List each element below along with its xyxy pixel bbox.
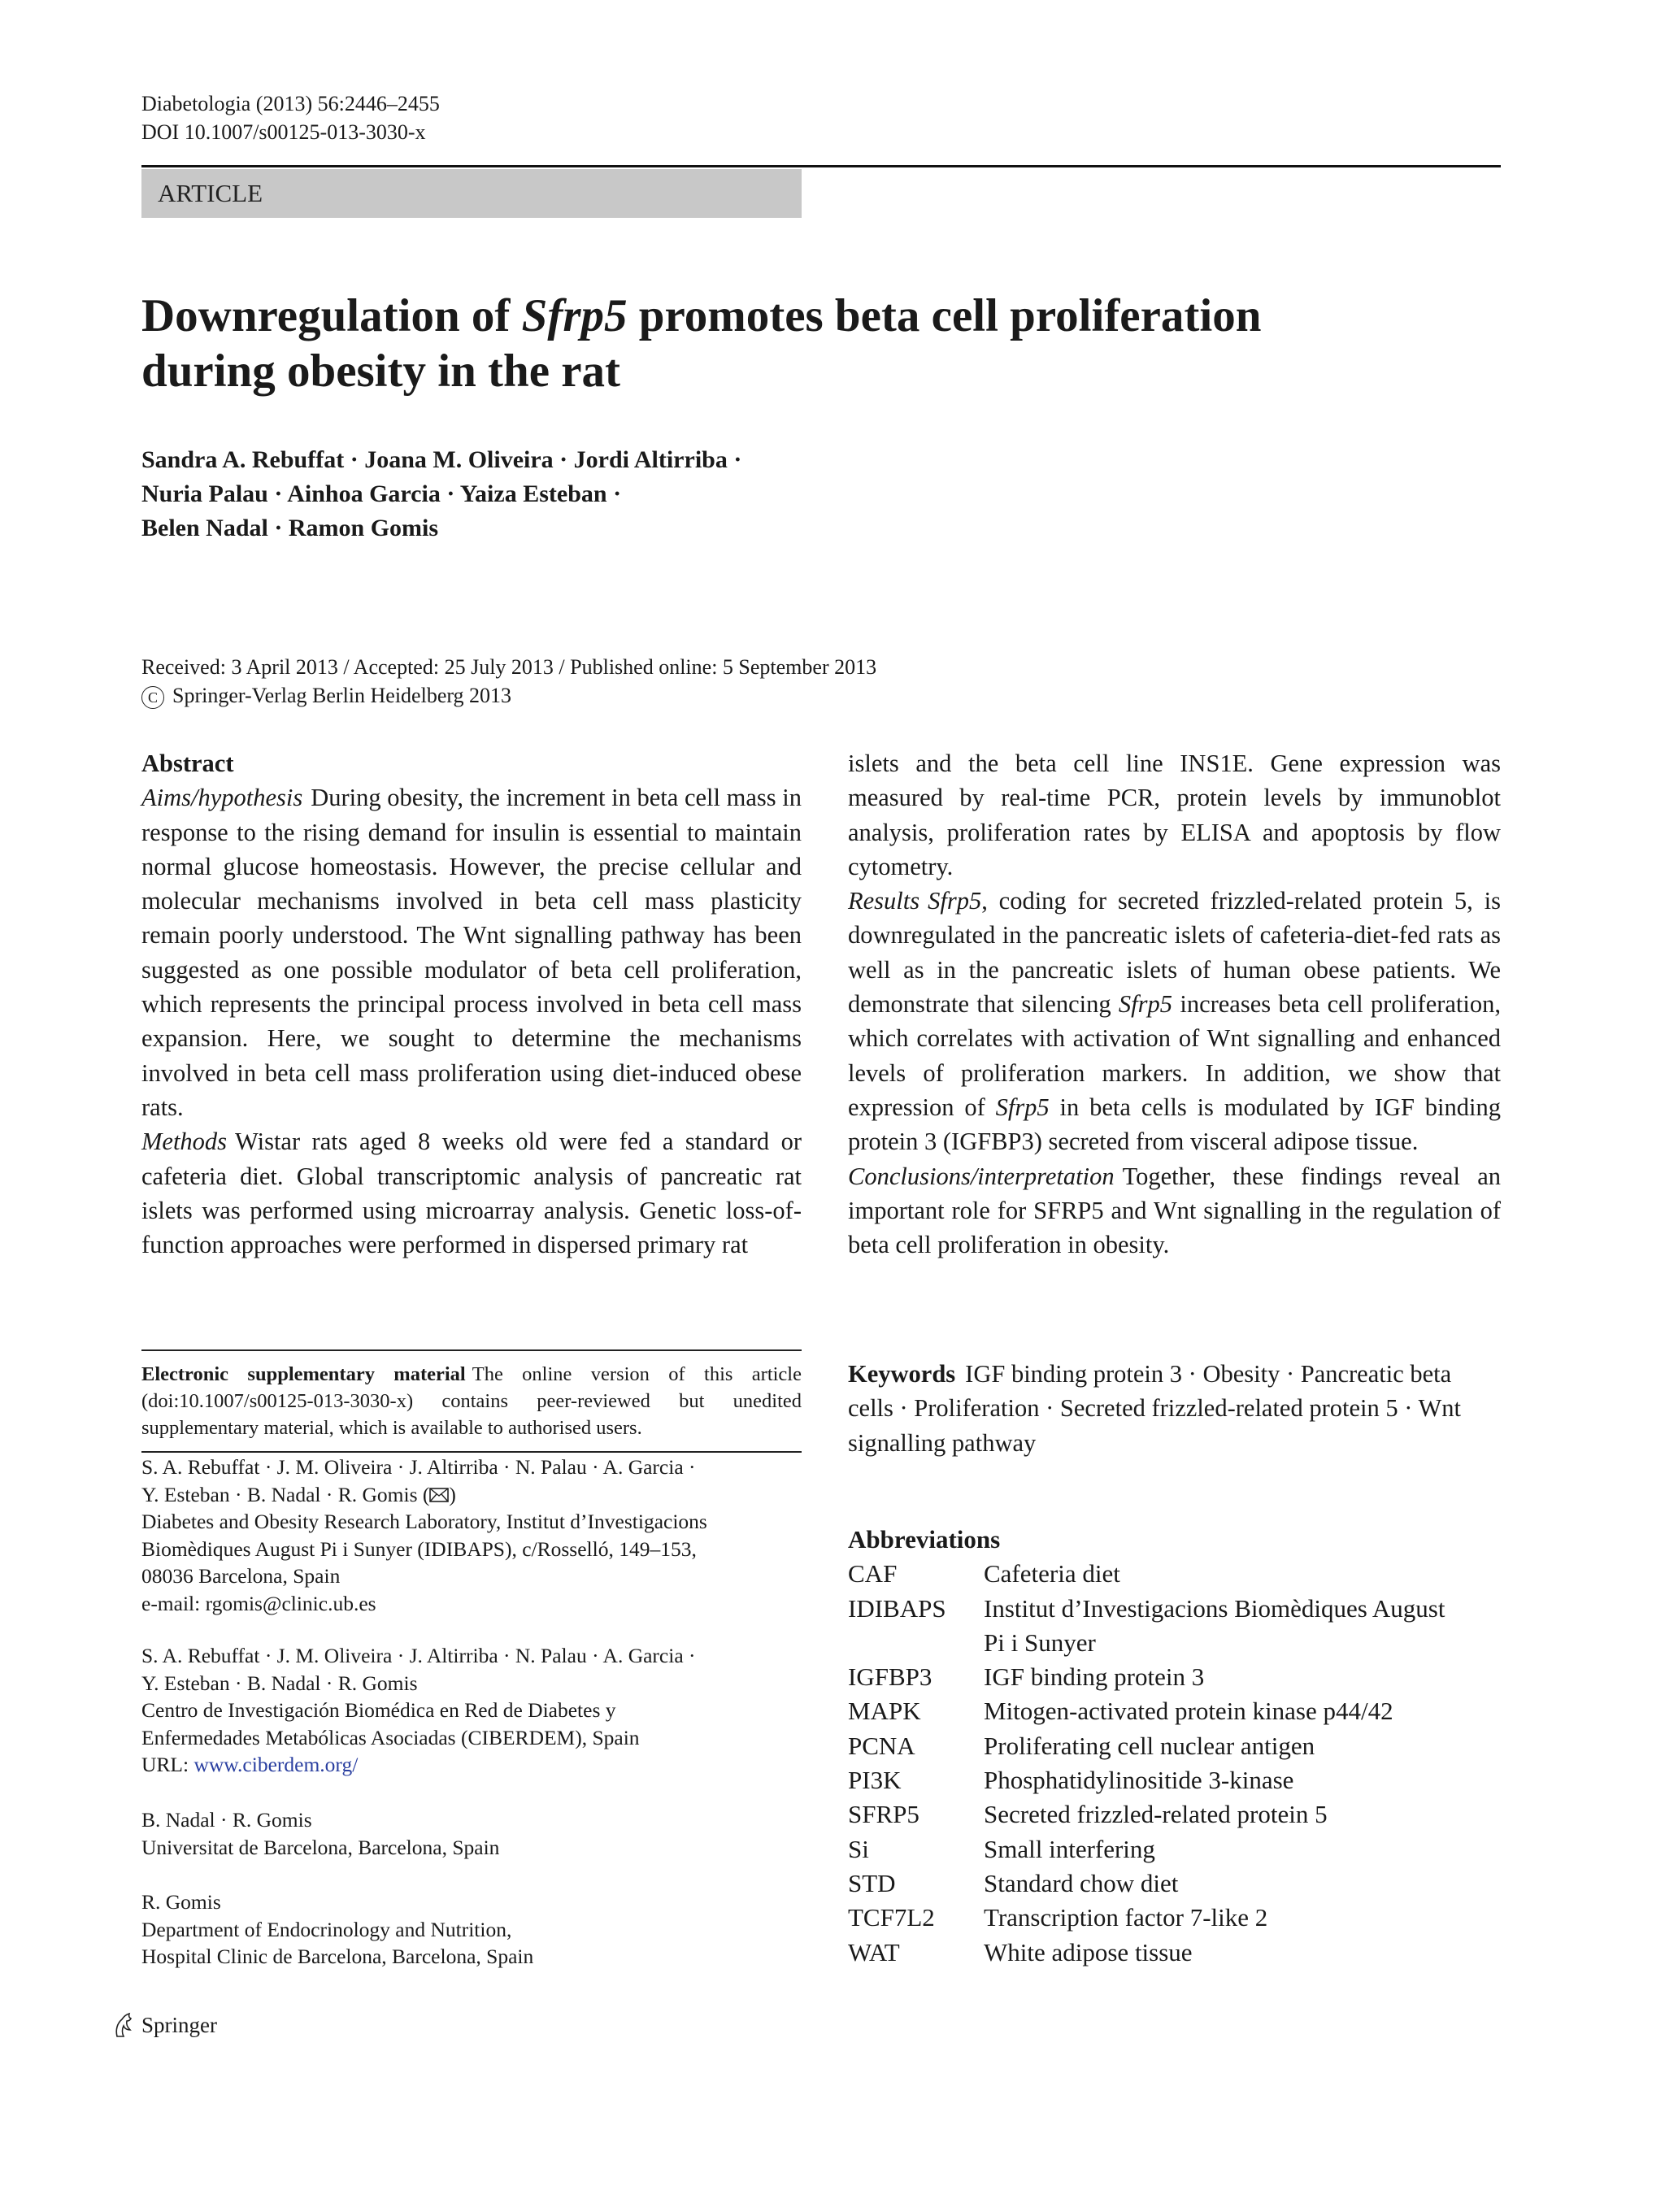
author-line-2: Nuria Palau · Ainhoa Garcia · Yaiza Esteban · — [141, 480, 622, 507]
abbreviation-row — [848, 1936, 1501, 1970]
date-history: Received: 3 April 2013 / Accepted: 25 July 2013 / Published online: 5 September 2013 — [141, 655, 877, 679]
abbreviation-key: IGFBP3 — [848, 1662, 932, 1692]
journal-doi: DOI 10.1007/s00125-013-3030-x — [141, 120, 426, 144]
affiliation-url-line — [141, 1751, 802, 1779]
abbreviation-value: Proliferating cell nuclear antigen — [984, 1731, 1315, 1760]
abbreviation-value-line-1: Institut d’Investigacions Biomèdiques August — [984, 1593, 1445, 1623]
affiliation-line: Enfermedades Metabólicas Asociadas (CIBERDEM), Spain — [141, 1725, 640, 1749]
abstract-right-column — [848, 746, 1501, 1262]
affiliation-line: Centro de Investigación Biomédica en Red de Diabetes y — [141, 1698, 616, 1722]
affiliation-names-text: Y. Esteban · B. Nadal · R. Gomis ( — [141, 1482, 430, 1506]
ciberdem-link[interactable]: www.ciberdem.org/ — [193, 1753, 359, 1776]
title-part-2: promotes beta cell proliferation — [627, 290, 1262, 341]
abstract-aims — [141, 780, 802, 1124]
abbreviation-key: Si — [848, 1834, 869, 1863]
abbreviation-value: White adipose tissue — [984, 1937, 1193, 1966]
abbreviation-row — [848, 1557, 1501, 1591]
results-gene-3: Sfrp5 — [995, 1093, 1050, 1121]
affiliation-line: Hospital Clinic de Barcelona, Barcelona, Spain — [141, 1945, 534, 1968]
esm-text: The online version of this article (doi:10.1007/s00125-013-3030-x) contains peer-reviewed but unedited supplementary material, which is available to authorised users. — [141, 1363, 802, 1439]
affiliation-names-cont — [141, 1481, 802, 1509]
affiliation-line: Diabetes and Obesity Research Laboratory, Institut d’Investigacions — [141, 1510, 707, 1533]
abbreviations-block — [848, 1523, 1501, 1970]
article-title — [141, 289, 1459, 399]
abbreviation-row — [848, 1660, 1501, 1694]
abbreviation-key: STD — [848, 1868, 896, 1897]
abbreviation-key: WAT — [848, 1937, 900, 1966]
abbreviation-value — [984, 1592, 1501, 1661]
keywords-block — [848, 1357, 1501, 1460]
results-gene-2: Sfrp5 — [1118, 990, 1173, 1019]
abbreviation-value-line-2: Pi i Sunyer — [984, 1627, 1096, 1657]
esm-bottom-rule — [141, 1451, 802, 1453]
abstract-methods — [141, 1124, 802, 1262]
conclusions-text: Together, these findings reveal an important role for SFRP5 and Wnt signalling in the regulation of beta cell proliferation in obesity. — [848, 1162, 1501, 1259]
title-line-2: during obesity in the rat — [141, 345, 621, 397]
affiliation-names: B. Nadal · R. Gomis — [141, 1808, 312, 1832]
esm-text-block — [141, 1351, 802, 1451]
author-line-3: Belen Nadal · Ramon Gomis — [141, 515, 439, 541]
copyright-text: Springer-Verlag Berlin Heidelberg 2013 — [172, 684, 512, 707]
abbreviation-row — [848, 1592, 1501, 1661]
affiliation-names: R. Gomis — [141, 1890, 221, 1914]
publisher-name: Springer — [141, 2013, 217, 2037]
abbreviations-heading: Abbreviations — [848, 1525, 1001, 1554]
journal-citation: Diabetologia (2013) 56:2446–2455 — [141, 92, 440, 115]
methods-label: Methods — [141, 1128, 228, 1156]
envelope-icon — [429, 1488, 449, 1502]
journal-info — [141, 89, 440, 146]
abbreviation-key: CAF — [848, 1559, 898, 1588]
affiliation-3 — [141, 1806, 802, 1861]
aims-label: Aims/hypothesis — [141, 784, 303, 812]
abbreviation-value: Transcription factor 7-like 2 — [984, 1903, 1268, 1932]
author-list — [141, 443, 873, 545]
esm-label: Electronic supplementary material — [141, 1363, 466, 1385]
methods-text: Wistar rats aged 8 weeks old were fed a standard or cafeteria diet. Global transcriptomic analysis of pancreatic rat islets was performed using microarray analysis. Genetic loss-of-function approaches were performed in dispersed primary rat — [141, 1128, 802, 1259]
abbreviation-value: IGF binding protein 3 — [984, 1662, 1205, 1692]
conclusions-label: Conclusions/interpretation — [848, 1162, 1115, 1190]
abstract-heading: Abstract — [141, 750, 234, 777]
keywords-label: Keywords — [848, 1360, 956, 1388]
abbreviation-key: PI3K — [848, 1766, 902, 1795]
supplementary-material-note — [141, 1349, 802, 1453]
copyright-icon: C — [141, 686, 164, 709]
abstract-results — [848, 884, 1501, 1158]
abbreviation-row — [848, 1729, 1501, 1763]
url-label: URL: — [141, 1753, 194, 1776]
affiliation-line: Department of Endocrinology and Nutrition, — [141, 1917, 512, 1941]
affiliation-line: Universitat de Barcelona, Barcelona, Spain — [141, 1835, 500, 1859]
affiliation-names: S. A. Rebuffat · J. M. Oliveira · J. Altirriba · N. Palau · A. Garcia · — [141, 1455, 696, 1479]
abbreviation-row — [848, 1763, 1501, 1797]
affiliation-line: 08036 Barcelona, Spain — [141, 1564, 341, 1588]
results-gene: Sfrp5 — [928, 887, 982, 915]
affiliation-1 — [141, 1454, 802, 1617]
abbreviation-value: Mitogen-activated protein kinase p44/42 — [984, 1697, 1393, 1726]
abbreviation-row — [848, 1832, 1501, 1867]
affiliation-4 — [141, 1888, 802, 1971]
aims-text: During obesity, the increment in beta cell mass in response to the rising demand for insulin is essential to maintain normal glucose homeostasis. However, the precise cellular and molecular mechanisms involved in beta cell mass plasticity remain poorly understood. The Wnt signalling pathway has been suggested as one possible modulator of beta cell proliferation, which represents the principal process involved in beta cell mass expansion. Here, we sought to determine the mechanisms involved in beta cell mass proliferation using diet-induced obese rats. — [141, 784, 802, 1121]
abbreviation-value: Phosphatidylinositide 3-kinase — [984, 1766, 1294, 1795]
affiliation-names: S. A. Rebuffat · J. M. Oliveira · J. Altirriba · N. Palau · A. Garcia · — [141, 1644, 696, 1667]
abbreviation-key: PCNA — [848, 1731, 915, 1760]
author-line-1: Sandra A. Rebuffat · Joana M. Oliveira · Jordi Altirriba · — [141, 446, 742, 473]
title-gene: Sfrp5 — [521, 290, 628, 341]
results-text-2: increases beta cell proliferation, which correlates with activation of Wnt signalling and enhanced levels of proliferation markers. In addition, we show that expression of — [848, 990, 1502, 1121]
abbreviation-value: Small interfering — [984, 1834, 1155, 1863]
springer-horse-icon — [112, 2012, 135, 2038]
header-rule — [141, 165, 1501, 167]
copyright-line — [141, 681, 876, 710]
abstract-conclusions — [848, 1159, 1501, 1262]
abbreviation-value: Standard chow diet — [984, 1868, 1179, 1897]
keywords-text: IGF binding protein 3 · Obesity · Pancreatic beta cells · Proliferation · Secreted frizzled-related protein 5 · Wnt signalling pathway — [848, 1360, 1461, 1457]
affiliation-email[interactable]: e-mail: rgomis@clinic.ub.es — [141, 1591, 376, 1615]
publisher-footer — [112, 2010, 217, 2040]
results-text-3: in beta cells is modulated by IGF binding protein 3 (IGFBP3) secreted from visceral adipose tissue. — [848, 1093, 1501, 1156]
abbreviation-key: SFRP5 — [848, 1800, 919, 1829]
abbreviation-key: IDIBAPS — [848, 1593, 946, 1623]
results-label: Results — [848, 887, 920, 915]
title-part-1: Downregulation of — [141, 290, 522, 341]
abbreviation-row — [848, 1901, 1501, 1935]
abbreviation-key: TCF7L2 — [848, 1903, 935, 1932]
results-text-1: , coding for secreted frizzled-related protein 5, is downregulated in the pancreatic islets of cafeteria-diet-fed rats as well as in the pancreatic islets of human obese patients. We demonstrate that silencing — [848, 887, 1501, 1019]
affiliation-line: Biomèdiques August Pi i Sunyer (IDIBAPS), c/Rosselló, 149–153, — [141, 1536, 697, 1561]
affiliation-names-end: ) — [449, 1482, 456, 1506]
section-label: ARTICLE — [141, 169, 802, 218]
publication-dates — [141, 653, 876, 710]
abbreviation-key: MAPK — [848, 1697, 921, 1726]
abstract-left-column — [141, 746, 802, 1262]
abbreviation-value: Secreted frizzled-related protein 5 — [984, 1800, 1328, 1829]
affiliation-names: Y. Esteban · B. Nadal · R. Gomis — [141, 1671, 418, 1695]
affiliation-2 — [141, 1642, 802, 1779]
abbreviation-row — [848, 1797, 1501, 1832]
abbreviation-value: Cafeteria diet — [984, 1559, 1120, 1588]
methods-text-continued: islets and the beta cell line INS1E. Gene expression was measured by real-time PCR, protein levels by immunoblot analysis, proliferation rates by ELISA and apoptosis by flow cytometry. — [848, 750, 1501, 880]
abbreviation-row — [848, 1694, 1501, 1728]
abbreviation-row — [848, 1867, 1501, 1901]
